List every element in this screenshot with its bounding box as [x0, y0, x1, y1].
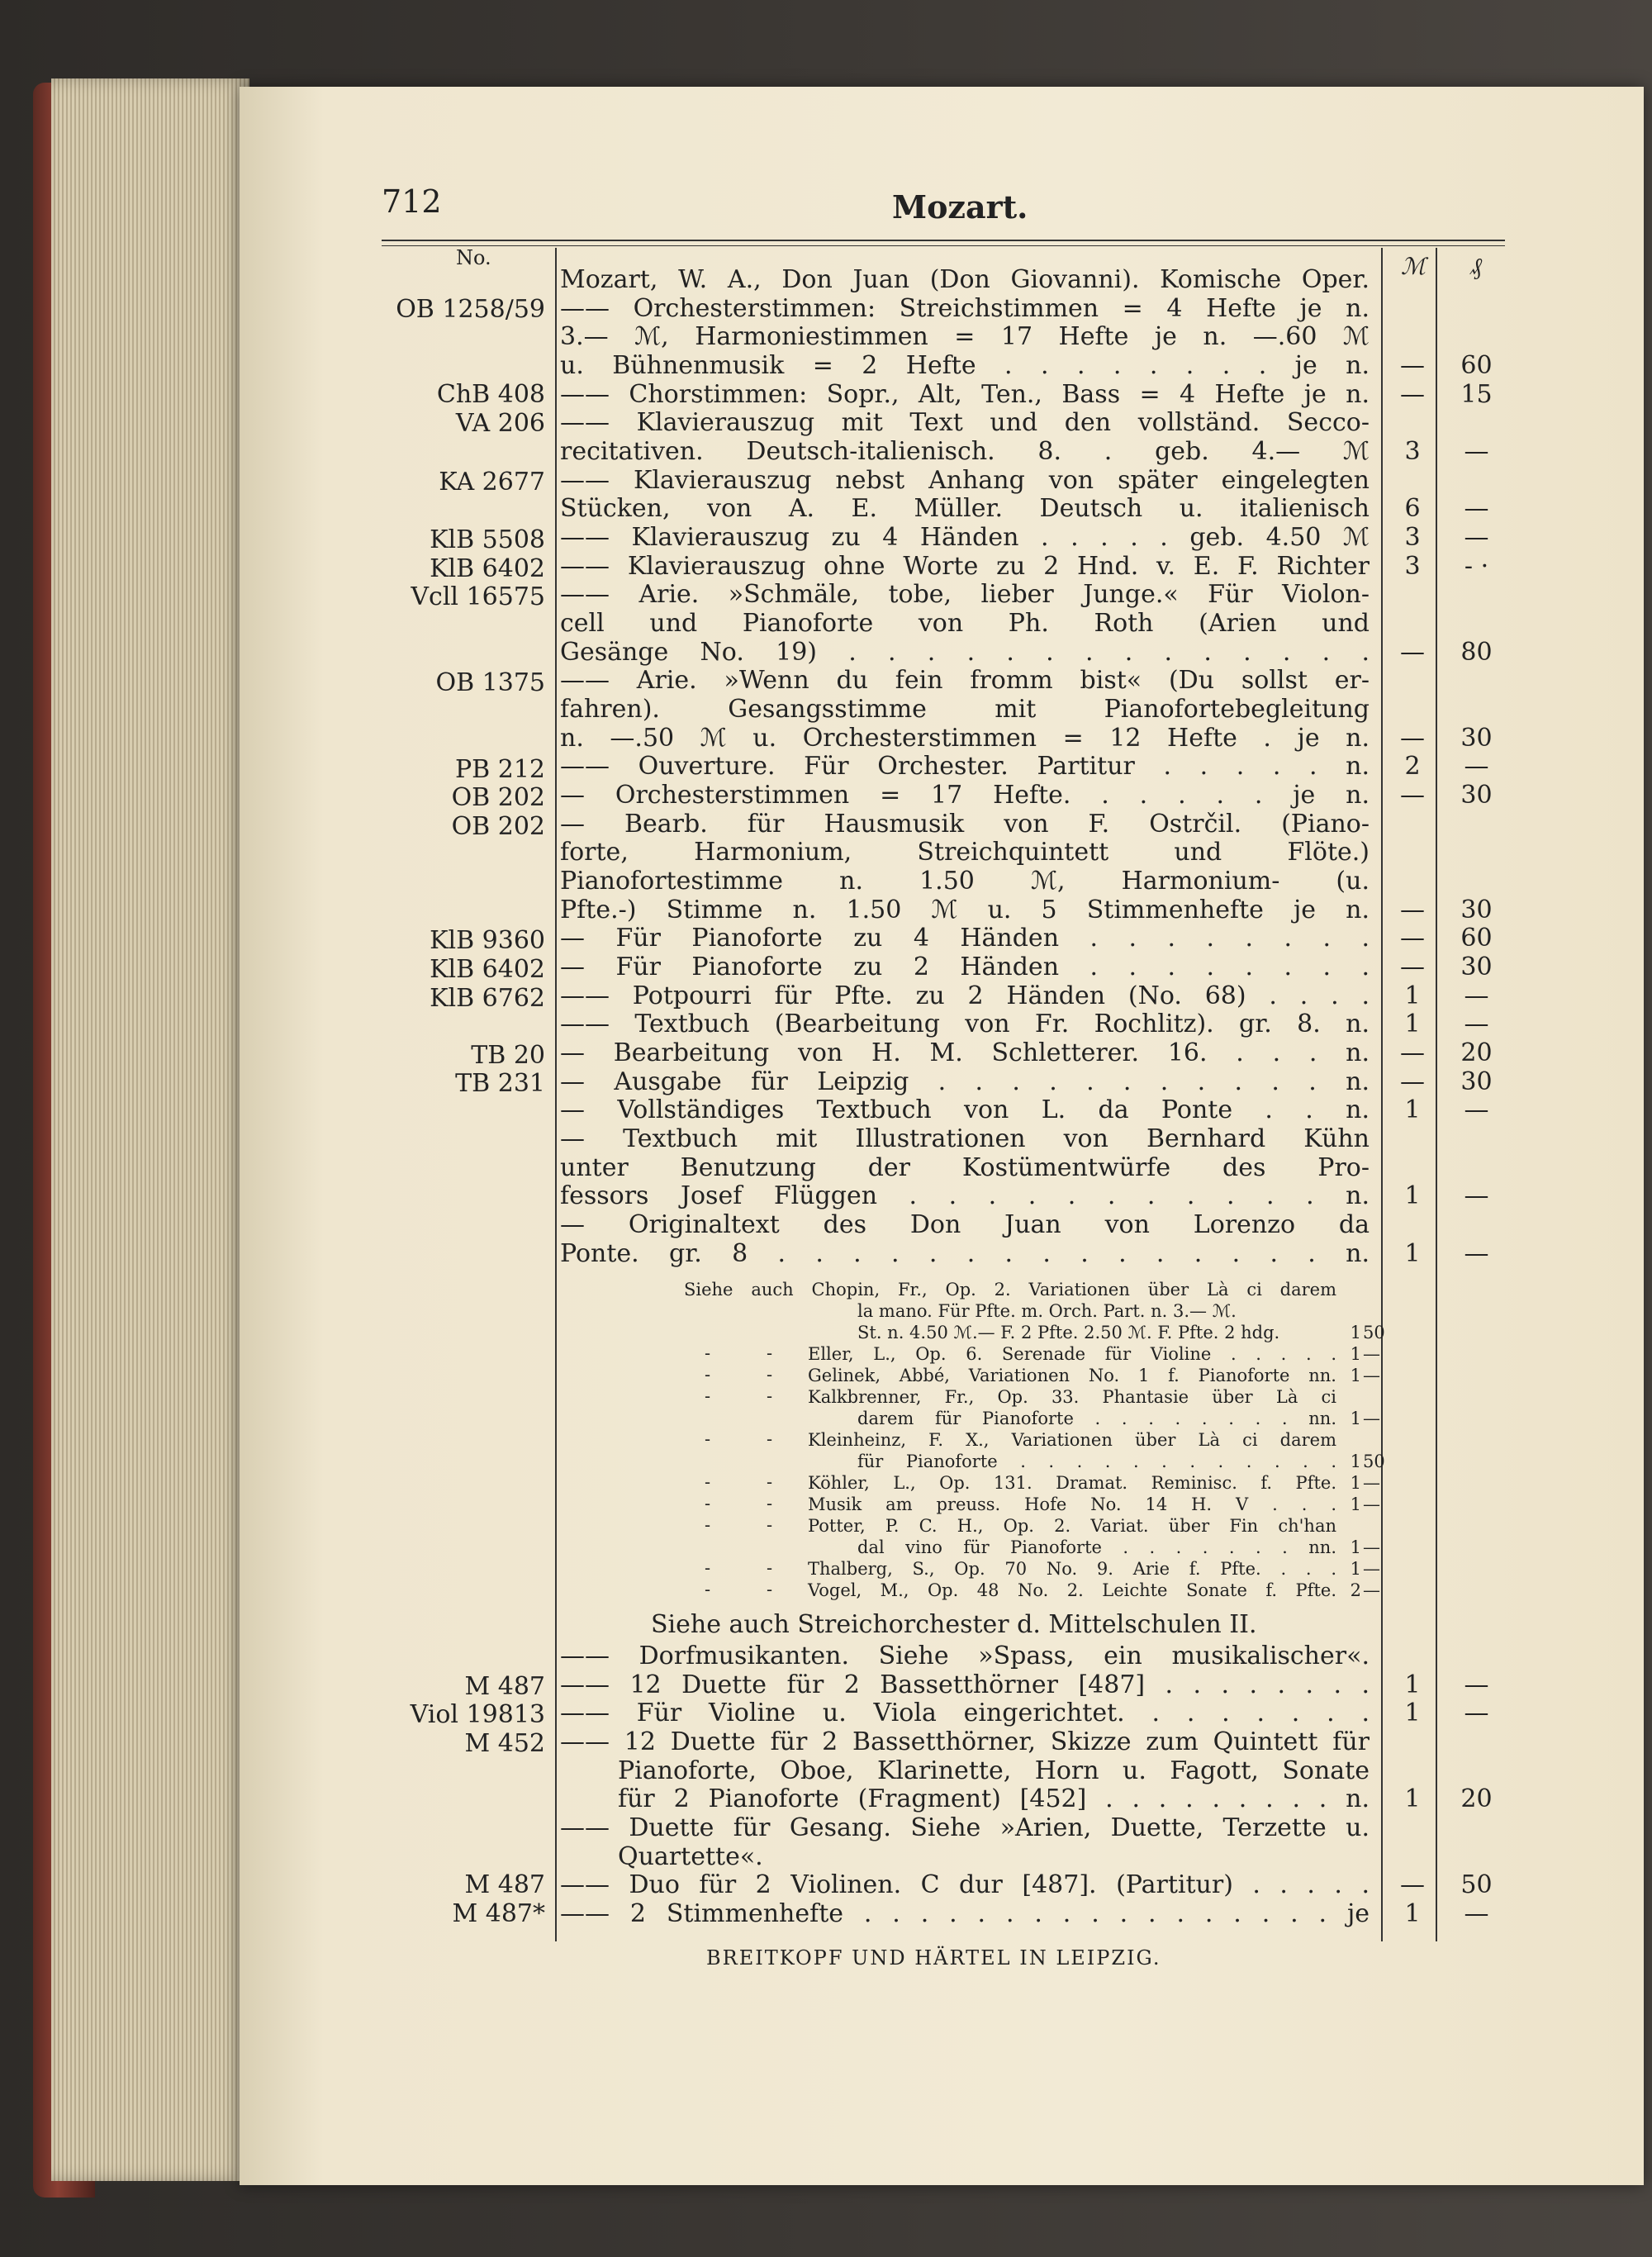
plate-number: ChB 408	[436, 380, 545, 409]
price-pfennig: 15	[1460, 380, 1493, 409]
footnote-price-mark: 1	[1350, 1452, 1361, 1471]
ditto-mark: -	[705, 1386, 711, 1406]
price-pfennig: —	[1464, 1239, 1489, 1268]
footnote-line: Eller, L., Op. 6. Serenade für Violine . . . . .	[808, 1344, 1336, 1364]
plate-number: KlB 6402	[430, 554, 545, 583]
entry-line: n. —.50 ℳ u. Orchesterstimmen = 12 Hefte . je n.	[560, 724, 1370, 753]
entry-line: 3.— ℳ, Harmoniestimmen = 17 Hefte je n. —.60 ℳ	[560, 322, 1370, 351]
ditto-mark: -	[705, 1494, 711, 1513]
footnote-line: St. n. 4.50 ℳ.— F. 2 Pfte. 2.50 ℳ. F. Pfte. 2 hdg.	[857, 1323, 1280, 1342]
ditto-mark: -	[705, 1343, 711, 1363]
entry-line: für 2 Pianoforte (Fragment) [452] . . . . . . . . . n.	[618, 1784, 1370, 1813]
entry-line: —— Textbuch (Bearbeitung von Fr. Rochlitz). gr. 8. n.	[560, 1010, 1370, 1038]
entry-line: —— Duo für 2 Violinen. C dur [487]. (Partitur) . . . . .	[560, 1870, 1370, 1899]
price-mark: 6	[1404, 494, 1421, 523]
entry-line: Pianoforte, Oboe, Klarinette, Horn u. Fagott, Sonate	[618, 1756, 1370, 1785]
footnote-price-pf: 50	[1363, 1323, 1385, 1342]
price-mark: 1	[1404, 1899, 1421, 1928]
column-divider-left	[555, 248, 557, 1941]
price-pfennig: 30	[1460, 953, 1493, 981]
price-mark: 2	[1404, 752, 1421, 781]
entry-line: — Für Pianoforte zu 2 Händen . . . . . . . .	[560, 953, 1370, 981]
entry-line: — Textbuch mit Illustrationen von Bernhard Kühn	[560, 1124, 1370, 1153]
column-divider-mark	[1381, 248, 1383, 1941]
page-number: 712	[382, 183, 442, 220]
price-mark: 1	[1404, 1010, 1421, 1038]
footnote-line: Potter, P. C. H., Op. 2. Variat. über Fin ch'han	[808, 1516, 1336, 1536]
footnote-line: Gelinek, Abbé, Variationen No. 1 f. Pianoforte nn.	[808, 1366, 1336, 1385]
ditto-mark: -	[767, 1494, 773, 1513]
footnote-price-mark: 1	[1350, 1344, 1361, 1364]
entry-line: — Für Pianoforte zu 4 Händen . . . . . . . .	[560, 924, 1370, 953]
entry-line: unter Benutzung der Kostümentwürfe des Pro-	[560, 1153, 1370, 1182]
footnote-price-mark: 1	[1350, 1409, 1361, 1428]
price-pfennig: 50	[1460, 1870, 1493, 1899]
footnote-line: Köhler, L., Op. 131. Dramat. Reminisc. f. Pfte.	[808, 1473, 1336, 1493]
price-mark: —	[1400, 1870, 1425, 1899]
price-mark: —	[1400, 924, 1425, 953]
page-edges	[51, 78, 249, 2181]
entry-line: Gesänge No. 19) . . . . . . . . . . . . . .	[560, 638, 1370, 667]
entry-line: cell und Pianoforte von Ph. Roth (Arien und	[560, 609, 1370, 638]
entry-line: — Bearb. für Hausmusik von F. Ostrčil. (Piano-	[560, 810, 1370, 839]
price-mark: —	[1400, 953, 1425, 981]
entry-line: Pfte.-) Stimme n. 1.50 ℳ u. 5 Stimmenhefte je n.	[560, 896, 1370, 924]
footnote-price-mark: 2	[1350, 1580, 1361, 1600]
footnote-line: für Pianoforte . . . . . . . . . . . .	[857, 1452, 1336, 1471]
price-mark: 1	[1404, 1670, 1421, 1699]
entry-line: —— Potpourri für Pfte. zu 2 Händen (No. 68) . . . .	[560, 981, 1370, 1010]
header-rule	[382, 240, 1505, 241]
entry-line: Mozart, W. A., Don Juan (Don Giovanni). Komische Oper.	[560, 265, 1370, 294]
number-column-header: No.	[456, 246, 491, 269]
footnote-line: dal vino für Pianoforte . . . . . . . nn.	[857, 1537, 1336, 1557]
entry-line: —— 12 Duette für 2 Bassetthörner, Skizze zum Quintett für	[560, 1727, 1370, 1756]
entry-line: —— Klavierauszug ohne Worte zu 2 Hnd. v. E. F. Richter	[560, 552, 1370, 581]
ditto-mark: -	[705, 1429, 711, 1449]
entry-line: —— 2 Stimmenhefte . . . . . . . . . . . . . . . . . je	[560, 1899, 1370, 1928]
footnote-price-mark: 1	[1350, 1366, 1361, 1385]
entry-line: Pianofortestimme n. 1.50 ℳ, Harmonium- (u.	[560, 867, 1370, 896]
entry-line: —— Dorfmusikanten. Siehe »Spass, ein musikalischer«.	[560, 1642, 1370, 1670]
price-mark: —	[1400, 896, 1425, 924]
plate-number: OB 202	[451, 783, 545, 812]
footnote-price-pf: —	[1363, 1409, 1380, 1428]
price-pfennig: 80	[1460, 638, 1493, 667]
plate-number: TB 20	[471, 1041, 545, 1070]
entry-line: —— 12 Duette für 2 Bassetthörner [487] . . . . . . . .	[560, 1670, 1370, 1699]
entry-line: Stücken, von A. E. Müller. Deutsch u. italienisch	[560, 494, 1370, 523]
price-pfennig: —	[1464, 1010, 1489, 1038]
plate-number: Viol 19813	[410, 1700, 545, 1729]
publisher-footer: BREITKOPF UND HÄRTEL IN LEIPZIG.	[706, 1946, 1161, 1970]
price-pfennig: 60	[1460, 924, 1493, 953]
price-mark: —	[1400, 351, 1425, 380]
ditto-mark: -	[767, 1365, 773, 1385]
price-pfennig: 20	[1460, 1038, 1493, 1067]
entry-line: —— Arie. »Wenn du fein fromm bist« (Du sollst er-	[560, 666, 1370, 695]
entry-line: — Bearbeitung von H. M. Schletterer. 16. . . . n.	[560, 1038, 1370, 1067]
entry-line: recitativen. Deutsch-italienisch. 8. . geb. 4.— ℳ	[560, 437, 1370, 466]
footnote-line: darem für Pianoforte . . . . . . . . nn.	[857, 1409, 1336, 1428]
price-mark: —	[1400, 724, 1425, 753]
entry-line: Quartette«.	[618, 1842, 763, 1871]
price-mark: 1	[1404, 1239, 1421, 1268]
price-pfennig: —	[1464, 1699, 1489, 1727]
ditto-mark: -	[767, 1580, 773, 1599]
footnote-price-mark: 1	[1350, 1323, 1361, 1342]
entry-line: —— Arie. »Schmäle, tobe, lieber Junge.« Für Violon-	[560, 580, 1370, 609]
plate-number: M 487*	[452, 1899, 545, 1928]
footnote-line: Siehe auch Chopin, Fr., Op. 2. Variationen über Là ci darem	[684, 1280, 1336, 1300]
footnote-price-pf: —	[1363, 1344, 1380, 1364]
ditto-mark: -	[705, 1580, 711, 1599]
entry-line: — Vollständiges Textbuch von L. da Ponte . . n.	[560, 1095, 1370, 1124]
ditto-mark: -	[705, 1558, 711, 1578]
price-mark: —	[1400, 380, 1425, 409]
footnote-line: Vogel, M., Op. 48 No. 2. Leichte Sonate f. Pfte.	[808, 1580, 1336, 1600]
entry-line: forte, Harmonium, Streichquintett und Flöte.)	[560, 838, 1370, 867]
entry-line: —— Klavierauszug nebst Anhang von später eingelegten	[560, 466, 1370, 495]
footnote-price-mark: 1	[1350, 1494, 1361, 1514]
price-pfennig: —	[1464, 1670, 1489, 1699]
footnote-price-mark: 1	[1350, 1537, 1361, 1557]
price-pfennig: 30	[1460, 1067, 1493, 1096]
ditto-mark: -	[705, 1472, 711, 1492]
entry-line: fahren). Gesangsstimme mit Pianofortebegleitung	[560, 695, 1370, 724]
mark-unit-header: ℳ	[1401, 253, 1426, 280]
price-pfennig: —	[1464, 1095, 1489, 1124]
price-mark: 1	[1404, 1181, 1421, 1210]
price-pfennig: 30	[1460, 724, 1493, 753]
footnote-price-pf: 50	[1363, 1452, 1385, 1471]
plate-number: M 452	[464, 1729, 545, 1758]
entry-line: — Originaltext des Don Juan von Lorenzo da	[560, 1210, 1370, 1239]
price-pfennig: —	[1464, 752, 1489, 781]
price-mark: 1	[1404, 1784, 1421, 1813]
entry-line: —— Chorstimmen: Sopr., Alt, Ten., Bass = 4 Hefte je n.	[560, 380, 1370, 409]
plate-number: OB 1258/59	[396, 295, 545, 324]
entry-line: —— Duette für Gesang. Siehe »Arien, Duette, Terzette u.	[560, 1813, 1370, 1842]
entry-line: —— Klavierauszug mit Text und den vollständ. Secco-	[560, 408, 1370, 437]
ditto-mark: -	[767, 1343, 773, 1363]
plate-number: VA 206	[455, 409, 545, 438]
ditto-mark: -	[767, 1515, 773, 1535]
plate-number: PB 212	[454, 755, 545, 784]
footnote-line: Thalberg, S., Op. 70 No. 9. Arie f. Pfte. . . .	[808, 1559, 1336, 1579]
footnote-line: Kleinheinz, F. X., Variationen über Là ci darem	[808, 1430, 1336, 1450]
footnote-price-pf: —	[1363, 1559, 1380, 1579]
footnote-price-pf: —	[1363, 1366, 1380, 1385]
header-rule-2	[382, 245, 1505, 246]
price-mark: —	[1400, 1067, 1425, 1096]
price-mark: 3	[1404, 437, 1421, 466]
price-mark: 1	[1404, 981, 1421, 1010]
price-mark: —	[1400, 638, 1425, 667]
price-pfennig: —	[1464, 1181, 1489, 1210]
plate-number: KlB 9360	[430, 926, 545, 955]
ditto-mark: -	[767, 1472, 773, 1492]
price-pfennig: —	[1464, 1899, 1489, 1928]
entry-line: — Orchesterstimmen = 17 Hefte. . . . . . je n.	[560, 781, 1370, 810]
footnote-price-pf: —	[1363, 1494, 1380, 1514]
footnote-line: Kalkbrenner, Fr., Op. 33. Phantasie über Là ci	[808, 1387, 1336, 1407]
entry-line: — Ausgabe für Leipzig . . . . . . . . . . . n.	[560, 1067, 1370, 1096]
price-mark: 3	[1404, 552, 1421, 581]
footnote-line: Musik am preuss. Hofe No. 14 H. V . . .	[808, 1494, 1336, 1514]
price-mark: 3	[1404, 523, 1421, 552]
ditto-mark: -	[705, 1515, 711, 1535]
ditto-mark: -	[767, 1429, 773, 1449]
price-pfennig: —	[1464, 437, 1489, 466]
entry-line: Ponte. gr. 8 . . . . . . . . . . . . . . . n.	[560, 1239, 1370, 1268]
footnote-price-mark: 1	[1350, 1473, 1361, 1493]
entry-line: Siehe auch Streichorchester d. Mittelschulen II.	[651, 1610, 1257, 1639]
plate-number: M 487	[464, 1870, 545, 1899]
entry-line: —— Ouverture. Für Orchester. Partitur . . . . . n.	[560, 752, 1370, 781]
page-title: Mozart.	[892, 188, 1028, 226]
footnote-price-pf: —	[1363, 1473, 1380, 1493]
price-pfennig: —	[1464, 523, 1489, 552]
ditto-mark: -	[767, 1386, 773, 1406]
plate-number: KlB 6762	[430, 984, 545, 1013]
price-pfennig: 60	[1460, 351, 1493, 380]
plate-number: KlB 6402	[430, 955, 545, 984]
price-pfennig: - ·	[1464, 552, 1489, 581]
footnote-price-pf: —	[1363, 1537, 1380, 1557]
footnote-line: la mano. Für Pfte. m. Orch. Part. n. 3.— ℳ.	[857, 1301, 1237, 1321]
plate-number: TB 231	[455, 1069, 545, 1098]
price-pfennig: 30	[1460, 781, 1493, 810]
ditto-mark: -	[705, 1365, 711, 1385]
entry-line: —— Klavierauszug zu 4 Händen . . . . . geb. 4.50 ℳ	[560, 523, 1370, 552]
plate-number: KA 2677	[439, 468, 545, 497]
column-divider-pf	[1436, 248, 1437, 1941]
plate-number: KlB 5508	[430, 525, 545, 554]
price-mark: 1	[1404, 1095, 1421, 1124]
plate-number: OB 202	[451, 812, 545, 841]
price-mark: 1	[1404, 1699, 1421, 1727]
pfennig-unit-header: ₰	[1470, 253, 1482, 280]
footnote-price-pf: —	[1363, 1580, 1380, 1600]
plate-number: M 487	[464, 1672, 545, 1701]
entry-line: u. Bühnenmusik = 2 Hefte . . . . . . . . je n.	[560, 351, 1370, 380]
plate-number: Vcll 16575	[411, 582, 545, 611]
entry-line: fessors Josef Flüggen . . . . . . . . . . . n.	[560, 1181, 1370, 1210]
price-pfennig: —	[1464, 494, 1489, 523]
price-mark: —	[1400, 781, 1425, 810]
price-mark: —	[1400, 1038, 1425, 1067]
price-pfennig: 20	[1460, 1784, 1493, 1813]
footnote-price-mark: 1	[1350, 1559, 1361, 1579]
price-pfennig: —	[1464, 981, 1489, 1010]
price-pfennig: 30	[1460, 896, 1493, 924]
plate-number: OB 1375	[435, 668, 545, 697]
entry-line: —— Für Violine u. Viola eingerichtet. . . . . . . .	[560, 1699, 1370, 1727]
ditto-mark: -	[767, 1558, 773, 1578]
entry-line: —— Orchesterstimmen: Streichstimmen = 4 Hefte je n.	[560, 294, 1370, 323]
